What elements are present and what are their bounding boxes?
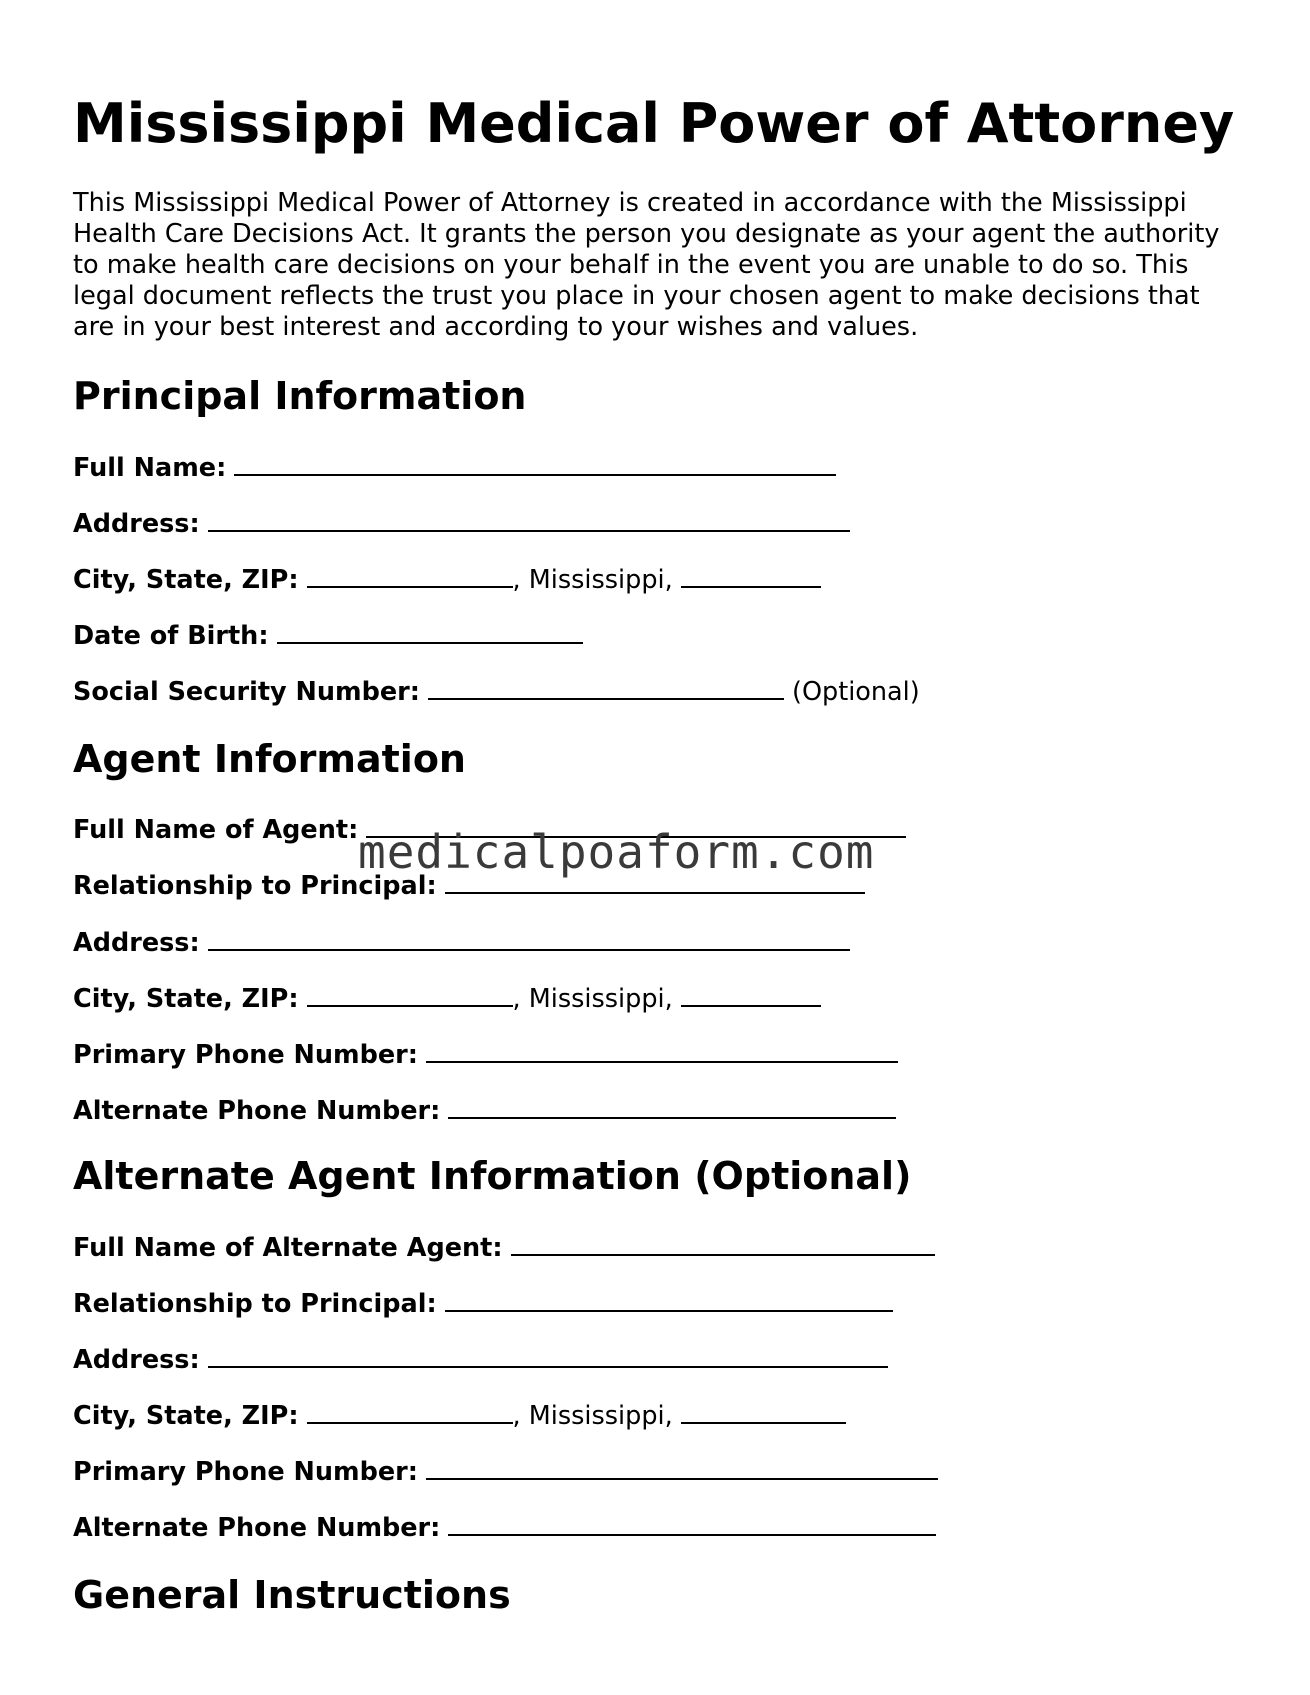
agent-alternate-phone-field[interactable] bbox=[448, 1093, 896, 1119]
agent-state-text: , Mississippi, bbox=[512, 984, 673, 1014]
agent-primary-phone-field[interactable] bbox=[426, 1037, 898, 1063]
agent-primary-phone-label: Primary Phone Number: bbox=[73, 1040, 418, 1070]
alt-agent-city-state-zip-label: City, State, ZIP: bbox=[73, 1401, 299, 1431]
watermark-text: medicalpoaform.com bbox=[358, 825, 875, 879]
principal-heading: Principal Information bbox=[73, 374, 527, 418]
agent-full-name-label: Full Name of Agent: bbox=[73, 815, 359, 845]
agent-alternate-phone-label: Alternate Phone Number: bbox=[73, 1096, 441, 1126]
alt-agent-address-label: Address: bbox=[73, 1345, 200, 1375]
alt-agent-address-row bbox=[73, 1342, 888, 1376]
alt-agent-primary-phone-field[interactable] bbox=[426, 1454, 938, 1480]
agent-address-row bbox=[73, 925, 850, 959]
alt-agent-relationship-row bbox=[73, 1286, 893, 1320]
agent-relationship-row bbox=[73, 868, 865, 902]
principal-zip-field[interactable] bbox=[681, 562, 821, 588]
principal-city-field[interactable] bbox=[307, 562, 513, 588]
alt-agent-city-state-zip-row bbox=[73, 1398, 846, 1432]
agent-city-state-zip-row bbox=[73, 981, 821, 1015]
alternate-agent-heading: Alternate Agent Information (Optional) bbox=[73, 1154, 912, 1198]
alt-agent-full-name-label: Full Name of Alternate Agent: bbox=[73, 1233, 503, 1263]
agent-primary-phone-row bbox=[73, 1037, 898, 1071]
principal-state-text: , Mississippi, bbox=[512, 565, 673, 595]
agent-relationship-field[interactable] bbox=[445, 868, 865, 894]
alt-agent-full-name-row bbox=[73, 1230, 935, 1264]
principal-city-state-zip-row bbox=[73, 562, 821, 596]
principal-ssn-label: Social Security Number: bbox=[73, 677, 420, 707]
alt-agent-address-field[interactable] bbox=[208, 1342, 888, 1368]
agent-heading: Agent Information bbox=[73, 737, 466, 781]
principal-city-state-zip-label: City, State, ZIP: bbox=[73, 565, 299, 595]
alt-agent-primary-phone-row bbox=[73, 1454, 938, 1488]
agent-full-name-field[interactable] bbox=[366, 812, 906, 838]
alt-agent-relationship-field[interactable] bbox=[445, 1286, 893, 1312]
alt-agent-alternate-phone-field[interactable] bbox=[448, 1510, 936, 1536]
principal-dob-field[interactable] bbox=[277, 618, 583, 644]
alt-agent-city-field[interactable] bbox=[307, 1398, 513, 1424]
general-instructions-heading: General Instructions bbox=[73, 1573, 511, 1617]
alt-agent-primary-phone-label: Primary Phone Number: bbox=[73, 1457, 418, 1487]
alt-agent-alternate-phone-label: Alternate Phone Number: bbox=[73, 1513, 441, 1543]
principal-address-label: Address: bbox=[73, 509, 200, 539]
principal-address-field[interactable] bbox=[208, 506, 850, 532]
principal-dob-row bbox=[73, 618, 583, 652]
principal-ssn-row bbox=[73, 674, 920, 708]
principal-full-name-row bbox=[73, 450, 836, 484]
alt-agent-zip-field[interactable] bbox=[681, 1398, 846, 1424]
agent-address-label: Address: bbox=[73, 928, 200, 958]
agent-full-name-row bbox=[73, 812, 906, 846]
agent-city-field[interactable] bbox=[307, 981, 513, 1007]
principal-ssn-field[interactable] bbox=[428, 674, 784, 700]
agent-city-state-zip-label: City, State, ZIP: bbox=[73, 984, 299, 1014]
principal-ssn-optional: (Optional) bbox=[792, 677, 920, 707]
principal-dob-label: Date of Birth: bbox=[73, 621, 269, 651]
page-title: Mississippi Medical Power of Attorney bbox=[73, 92, 1235, 155]
agent-relationship-label: Relationship to Principal: bbox=[73, 871, 437, 901]
agent-zip-field[interactable] bbox=[681, 981, 821, 1007]
principal-full-name-label: Full Name: bbox=[73, 453, 227, 483]
alt-agent-full-name-field[interactable] bbox=[511, 1230, 935, 1256]
principal-full-name-field[interactable] bbox=[234, 450, 836, 476]
intro-paragraph: This Mississippi Medical Power of Attorney is created in accordance with the Mississippi Health Care Decisions Act. It grants the person you designate as your agent the authority to make health care decisions on your behalf in the event you are unable to do so. This legal document reflects the trust you place in your chosen agent to make decisions that are in your best interest and according to your wishes and values. bbox=[73, 188, 1220, 342]
alt-agent-state-text: , Mississippi, bbox=[512, 1401, 673, 1431]
agent-alternate-phone-row bbox=[73, 1093, 896, 1127]
alt-agent-relationship-label: Relationship to Principal: bbox=[73, 1289, 437, 1319]
alt-agent-alternate-phone-row bbox=[73, 1510, 936, 1544]
agent-address-field[interactable] bbox=[208, 925, 850, 951]
principal-address-row bbox=[73, 506, 850, 540]
